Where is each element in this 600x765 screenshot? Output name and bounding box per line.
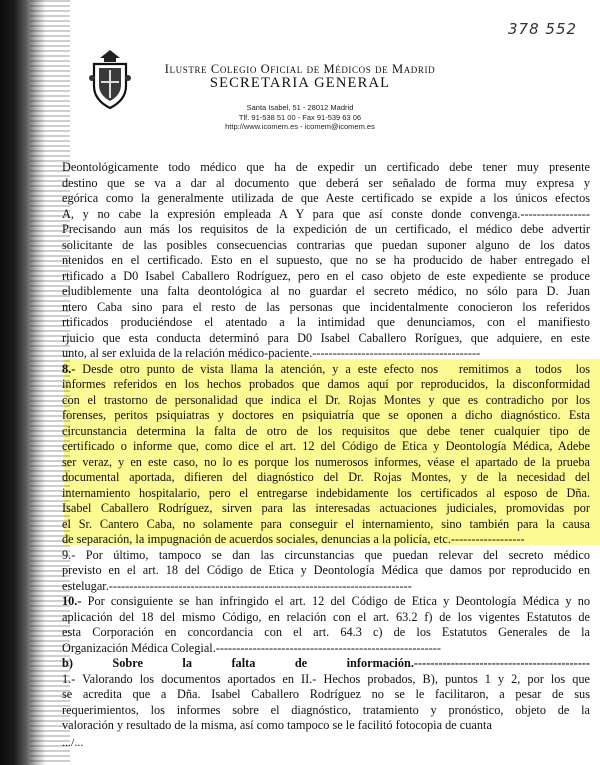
text-line (62, 625, 590, 641)
text-line-content: certificado o informe que, como dice el art. 12 del Código de Etica y Deontología Médica, Adebe (62, 439, 590, 453)
text-line (62, 284, 590, 300)
text-line (62, 532, 590, 548)
text-line-content: solicitante de las posibles consecuencias contrarias que puedan suponer alguno de los datos (62, 237, 590, 252)
text-line (62, 501, 590, 517)
text-line (62, 253, 590, 269)
organization-name: Ilustre Colegio Oficial de Médicos de Madrid (164, 62, 436, 76)
phone-line: Tlf. 91-538 51 00 - Fax 91-539 63 06 (238, 112, 362, 122)
text-line (62, 486, 590, 502)
address-line: Santa Isabel, 51 - 28012 Madrid (246, 103, 354, 112)
text-line-content: Isabel Caballero Rodríguez, sirven para las interesadas actuaciones judiciales, promovidas por (62, 501, 590, 515)
text-line-content: requerimientos, los informes sobre el diagnóstico, tratamiento y pronóstico, objeto de la (62, 702, 590, 717)
text-line (62, 455, 590, 471)
text-line (62, 222, 590, 238)
text-line-content: eludiblemente una falta deontológica al no guardar el secreto médico, no sólo para D. Juan (62, 284, 590, 298)
text-line-content: unto, al ser exluida de la relación médico-paciente.----------------------------------------- (62, 346, 481, 360)
text-line-content: Precisando aun más los requisitos de la expedición de un certificado, el médico debe advertir (62, 222, 590, 236)
text-line-content: de separación, la impugnación de acuerdos sociales, denuncias a la policía, etc.------------------ (62, 532, 525, 546)
text-line (62, 377, 590, 393)
text-line (62, 300, 590, 316)
text-line-content: valoración y resultado de la misma, así como tampoco se le facilitó fotocopia de cuanta (62, 718, 492, 732)
text-line (62, 315, 590, 331)
text-line-content: internamiento hospitalario, pero el entregarse indebidamente los certificados al esposo de Dña. (62, 485, 590, 500)
letterhead (150, 62, 450, 132)
text-line-content: rjuicio que esta conducta determinó para D0 Isabel Caballero Rorígueз, que adquiere, en este (62, 330, 590, 345)
text-line-content: A, y no cabe la expresión empleada A Y para que así conste donde convenga.----------------- (62, 206, 590, 221)
text-line-content: el Sr. Cantero Caba, no solamente para conseguir el internamiento, sino también para la causa (62, 516, 590, 531)
text-line (62, 160, 590, 176)
text-line (62, 672, 590, 688)
text-line-content: 1.- Valorando los documentos aportados en II.- Hechos probados, B), puntos 1 y 2, por los que (62, 671, 590, 686)
text-line (62, 563, 590, 579)
document-body (62, 160, 590, 734)
text-line-content: destino que se va a dar al documento que deberá ser señalado de forma muy expresa y (62, 175, 590, 190)
text-line-content: esta Corporación en concordancia con el art. 64.3 c) de los Estatutos Generales de la (62, 625, 590, 639)
text-line-content: Deontológicamente todo médico que ha de expedir un certificado debe tener muy presente (62, 160, 590, 174)
text-line-content: b) Sobre la falta de información.------------------------------------------- (62, 656, 590, 670)
text-line-content: ser veraz, y en este caso, no lo es porque los numerosos informes, véase el apartado de la prueba (62, 454, 590, 469)
text-line (62, 408, 590, 424)
text-line (62, 191, 590, 207)
text-line-content: se acredita que a Dña. Isabel Caballero Rodríguez no se le facilitaron, a pesar de sus (62, 687, 590, 701)
text-line (62, 176, 590, 192)
text-line (62, 594, 590, 610)
text-line-content: ntero Caba sino para el resto de las personas que incidentalmente conocieron los referidos (62, 299, 590, 314)
coat-of-arms-icon (86, 48, 134, 110)
text-line (62, 439, 590, 455)
text-line (62, 362, 590, 378)
text-line-content: 10.- Por consiguiente se han infringido el art. 12 del Código de Etica y Deontología Médica y no (62, 594, 590, 608)
text-line (62, 269, 590, 285)
text-line-content: 8.- Desde otro punto de vista llama la atención, y a este efecto nos remitimos a todos los (62, 361, 590, 376)
letterhead-address (150, 103, 450, 132)
text-line (62, 579, 590, 595)
section-number: 8.- (62, 361, 76, 376)
text-line-content: informes referidos en los hechos probados que damos aquí por reproducidos, la disconformidad (62, 377, 590, 391)
text-line-content: forenses, peritos psiquiatras y doctores en psiquiatría que se oponen a dicho diagnóstico. Esta (62, 408, 590, 422)
text-line (62, 641, 590, 657)
text-line-content: estelugar.-------------------------------------------------------------------------- (62, 578, 412, 593)
handwritten-folio-number: 378 552 (508, 20, 578, 38)
text-line (62, 718, 590, 734)
text-line (62, 687, 590, 703)
text-line-content: aplicación del 18 del mismo Código, en relación con el art. 63.2 f) de los vigentes Estatutos de (62, 609, 590, 624)
text-line (62, 393, 590, 409)
text-line-content: Organización Médica Colegial.------------------------------------------------------- (62, 640, 441, 655)
text-line-content: rtificados produciéndose el atentado a la intimidad que denunciamos, con el manifiesto (62, 315, 590, 329)
text-line-content: egórica como la generalmente utilizada de que Aeste certificado se expide a los únicos efectos (62, 191, 590, 205)
text-line (62, 656, 590, 672)
text-line-content: documental aportada, difieren del diagnóstico del Dr. Rojas Montes, y de la necesidad del (62, 470, 590, 484)
text-line (62, 424, 590, 440)
text-line-content: ntenidos en el certificado. Esto en el supuesto, que no se ha producido de haber entregado el (62, 253, 590, 267)
text-line (62, 346, 590, 362)
text-line (62, 703, 590, 719)
continuation-mark: .../... (62, 735, 84, 749)
text-line-content: 9.- Por último, tampoco se dan las circunstancias que puedan relevar del secreto médico (62, 547, 590, 562)
text-line (62, 207, 590, 223)
text-line-content: circunstancia determina la falta de otro de los requisitos que debe tener cualquier tipo de (62, 423, 590, 438)
text-line (62, 470, 590, 486)
text-line (62, 238, 590, 254)
section-number: 10.- (62, 594, 82, 608)
text-line (62, 517, 590, 533)
text-line (62, 548, 590, 564)
secretariat-title: SECRETARIA GENERAL (209, 75, 391, 91)
text-line-content: con el trastorno de personalidad que indica el Dr. Rojas Montes y que es contradicho por los (62, 392, 590, 407)
web-line: http://www.icomem.es - icomem@icomem.es (225, 122, 375, 131)
text-line-content: previsto en el art. 18 del Código de Etica y Deontología Médica que damos por reproducido en (62, 563, 590, 577)
text-line (62, 610, 590, 626)
text-line-content: rtificado a D0 Isabel Caballero Rodríguez, pero en el caso objeto de este expediente se produce (62, 268, 590, 283)
text-line (62, 331, 590, 347)
